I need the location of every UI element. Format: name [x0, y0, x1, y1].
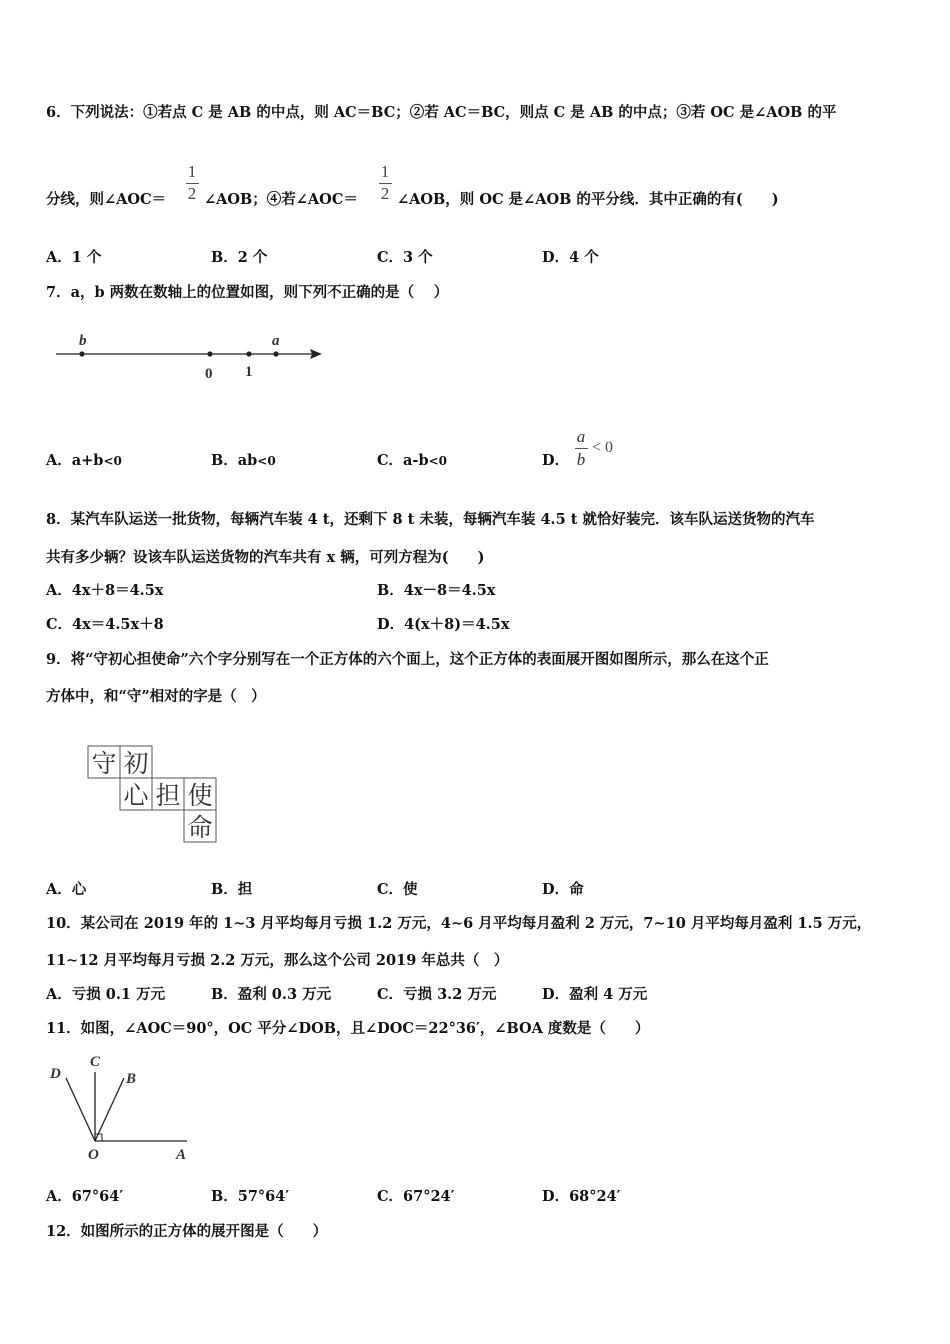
net-face-shou: 守: [91, 751, 117, 778]
angle-figure: [44, 1050, 204, 1168]
q8-option-b[interactable]: B．4x－8＝4.5x: [377, 582, 496, 599]
point-b: [79, 351, 84, 356]
label-c: C: [90, 1054, 101, 1070]
q8-option-d[interactable]: D．4(x＋8)＝4.5x: [377, 616, 510, 633]
q10-line2: 11∼12 月平均每月亏损 2.2 万元，那么这个公司 2019 年总共（ ）: [46, 952, 509, 969]
q11-option-c[interactable]: C．67°24′: [377, 1188, 455, 1205]
q7-option-c[interactable]: [377, 451, 447, 471]
number-line-figure: [50, 328, 340, 388]
q10-option-c[interactable]: C．亏损 3.2 万元: [377, 986, 497, 1003]
label-b: b: [79, 333, 87, 349]
q6-option-c[interactable]: C．3 个: [377, 249, 433, 266]
q7-option-b-text: B．ab: [211, 452, 258, 469]
q7-stem: 7．a，b 两数在数轴上的位置如图，则下列不正确的是（ ）: [46, 284, 449, 301]
q11-stem: 11．如图，∠AOC＝90°，OC 平分∠DOB，且∠DOC＝22°36′，∠BOA 度数是（ ）: [46, 1020, 650, 1037]
q7-option-d[interactable]: D．: [542, 452, 570, 469]
q7-option-c-lt: <0: [428, 454, 447, 468]
q9-option-d[interactable]: D．命: [542, 881, 584, 898]
point-a: [273, 351, 278, 356]
q9-option-a[interactable]: A．心: [46, 881, 87, 898]
tick-0: 0: [205, 366, 213, 382]
net-face-xin: 心: [123, 783, 149, 810]
net-face-shi: 使: [187, 783, 213, 810]
q10-option-b[interactable]: B．盈利 0.3 万元: [211, 986, 332, 1003]
q6-option-b[interactable]: B．2 个: [211, 249, 268, 266]
q9-line2: 方体中，和“守”相对的字是（ ）: [46, 688, 266, 705]
cube-net-figure: [86, 744, 226, 846]
net-face-chu: 初: [123, 751, 149, 778]
q8-option-a[interactable]: A．4x＋8＝4.5x: [46, 582, 164, 599]
net-face-ming: 命: [187, 815, 213, 842]
q9-option-c[interactable]: C．使: [377, 881, 418, 898]
q11-option-d[interactable]: D．68°24′: [542, 1188, 621, 1205]
q6-option-a[interactable]: A．1 个: [46, 249, 102, 266]
q6-frac2-num: 1: [380, 162, 390, 181]
q6-line2-b: ∠AOB；④若∠AOC＝: [204, 191, 358, 208]
q6-frac1-num: 1: [187, 162, 197, 181]
q7-d-lt: < 0: [592, 439, 614, 456]
q8-line1: 8．某汽车队运送一批货物，每辆汽车装 4 t，还剩下 8 t 未装，每辆汽车装 4.5 t 就恰好装完．该车队运送货物的汽车: [46, 511, 815, 528]
q10-line1: 10．某公司在 2019 年的 1∼3 月平均每月亏损 1.2 万元，4∼6 月平均每月盈利 2 万元，7∼10 月平均每月盈利 1.5 万元，: [46, 915, 872, 932]
q6-option-d[interactable]: D．4 个: [542, 249, 599, 266]
net-face-dan: 担: [155, 783, 181, 810]
point-zero: [207, 351, 212, 356]
q6-line2-a: 分线，则∠AOC＝: [46, 191, 167, 208]
q6-frac1-den: 2: [187, 184, 197, 203]
ray-ob: [95, 1078, 124, 1141]
q7-d-denominator: b: [576, 450, 586, 469]
label-a: a: [272, 333, 280, 349]
label-a: A: [176, 1147, 187, 1163]
q8-line2: 共有多少辆？设该车队运送货物的汽车共有 x 辆，可列方程为( ): [46, 549, 485, 566]
label-b: B: [126, 1071, 137, 1087]
q9-option-b[interactable]: B．担: [211, 881, 253, 898]
q10-option-a[interactable]: A．亏损 0.1 万元: [46, 986, 166, 1003]
q7-d-numerator: a: [576, 427, 586, 446]
label-o: O: [88, 1147, 99, 1163]
q7-option-b[interactable]: [211, 451, 276, 471]
q7-option-b-lt: <0: [257, 454, 276, 468]
label-d: D: [50, 1066, 61, 1082]
tick-1: 1: [245, 364, 253, 380]
q6-frac2-den: 2: [380, 184, 390, 203]
q6-line1: 6．下列说法：①若点 C 是 AB 的中点，则 AC＝BC；②若 AC＝BC，则点 C 是 AB 的中点；③若 OC 是∠AOB 的平: [46, 104, 837, 121]
q12-stem: 12．如图所示的正方体的展开图是（ ）: [46, 1223, 328, 1240]
q7-d-bar: [575, 448, 588, 449]
q7-option-c-text: C．a-b: [377, 452, 429, 469]
q8-option-c[interactable]: C．4x＝4.5x＋8: [46, 616, 164, 633]
ray-od: [66, 1078, 95, 1141]
q11-option-b[interactable]: B．57°64′: [211, 1188, 290, 1205]
q10-option-d[interactable]: D．盈利 4 万元: [542, 986, 648, 1003]
q6-line2-c: ∠AOB，则 OC 是∠AOB 的平分线．其中正确的有( ): [397, 191, 779, 208]
q11-option-a[interactable]: A．67°64′: [46, 1188, 124, 1205]
q9-line1: 9．将“守初心担使命”六个字分别写在一个正方体的六个面上，这个正方体的表面展开图如图所示，那么在这个正: [46, 651, 769, 668]
point-one: [246, 351, 251, 356]
q7-option-a-text: A．a+b: [46, 452, 104, 469]
q7-option-a-lt: <0: [103, 454, 122, 468]
q7-option-a[interactable]: [46, 451, 122, 471]
